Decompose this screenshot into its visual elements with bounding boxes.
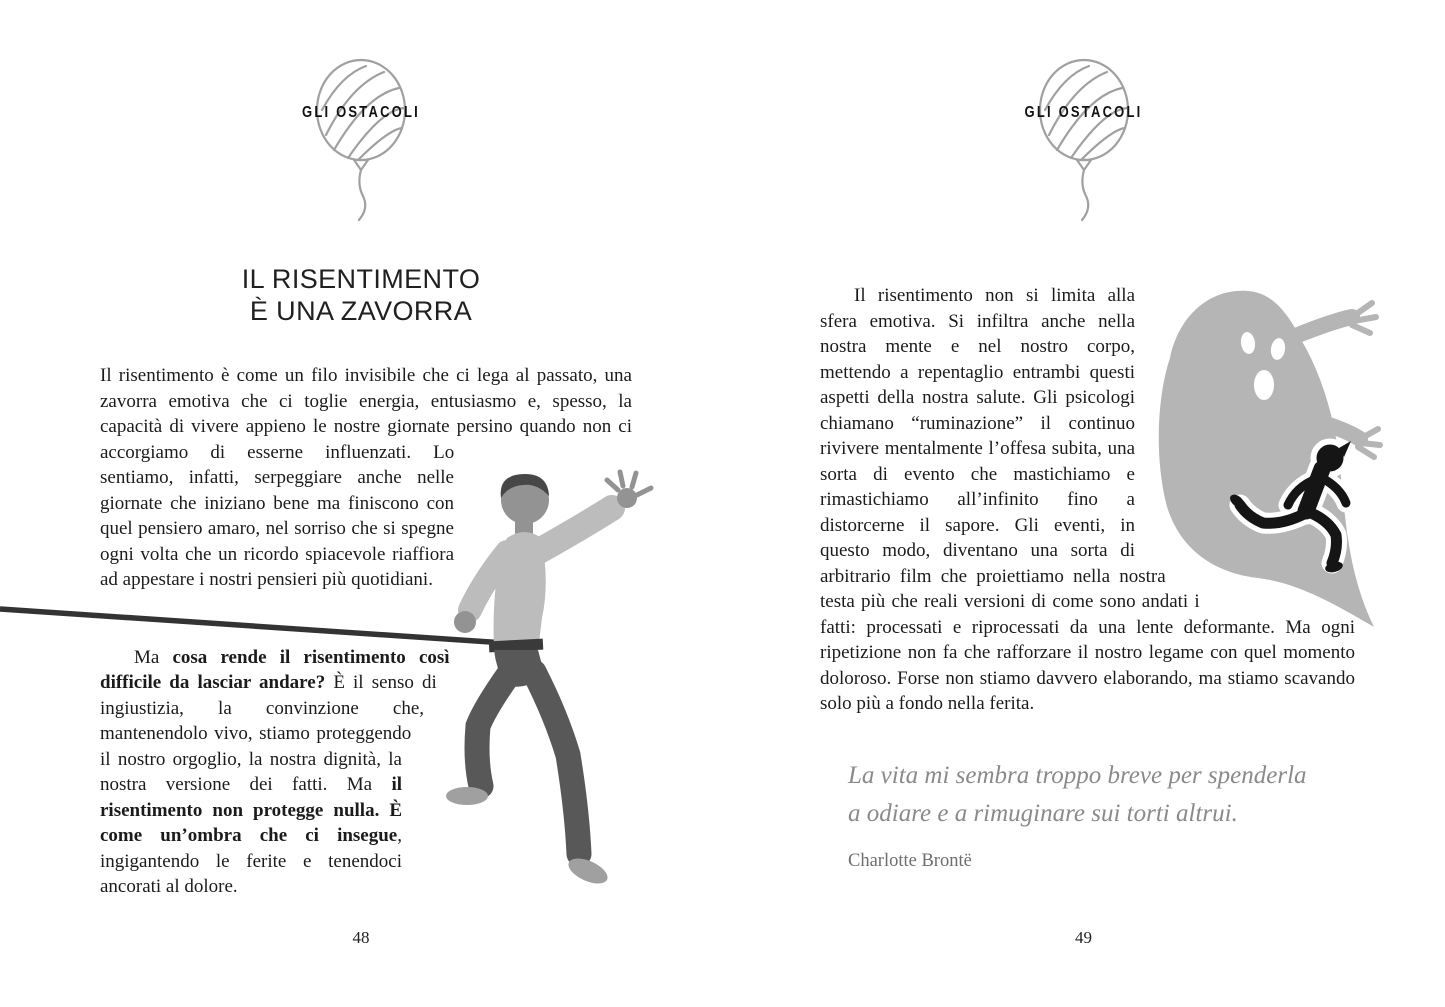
right-page <box>722 0 1445 1007</box>
page-title-line2: È UNA ZAVORRA <box>249 296 473 326</box>
quote-block <box>820 757 1355 833</box>
page-number: 49 <box>1075 928 1092 947</box>
quote-line2: a odiare e a rimuginare sui torti altrui. <box>848 799 1238 827</box>
shadow-monster-figure-area <box>1135 283 1355 613</box>
right-body-text <box>820 283 1355 874</box>
quote-line1: La vita mi sembra troppo breve per spenderla <box>848 761 1307 789</box>
restrained-man-figure-area <box>402 363 632 905</box>
page-title <box>0 263 722 327</box>
chapter-header <box>1019 50 1149 222</box>
left-body-text <box>100 363 632 905</box>
page-title-line1: IL RISENTIMENTO <box>241 264 481 294</box>
paragraph-2-bold: il risentimento non protegge nulla. È come un’ombra che ci insegue <box>100 774 402 846</box>
paragraph-1: Il risentimento non si limita alla sfera emotiva. Si infiltra anche nella nostra mente e nel nostro corpo, mettendo a repentaglio entrambi questi aspetti della nostra salute. Gli psicologi chiamano “ruminazione” il continuo rivivere mentalmente l’offesa subita, una sorta di evento che mastichiamo e rimastichiamo all’infinito fino a distorcerne il sapore. Gli eventi, in questo modo, diventano una sorta di arbitrario film che proiettiamo nella nostra testa più che reali versioni di come sono andati i fatti: processati e riprocessati da una lente deformante. Ma ogni ripetizione non fa che rafforzare il nostro legame con quel momento doloroso. Forse non stiamo davvero elaborando, ma stiamo scavando solo più a fondo nella ferita. <box>820 285 1355 714</box>
quote-attribution: Charlotte Brontë <box>848 850 972 871</box>
balloon-sketch-icon <box>1019 50 1149 222</box>
left-page <box>0 0 722 1007</box>
page-number: 48 <box>352 928 370 947</box>
balloon-sketch-icon <box>296 50 426 222</box>
paragraph-1: Il risentimento è come un filo invisibile che ci lega al passato, una zavorra emotiva che ci toglie energia, entusiasmo e, spesso, la capacità di vivere appieno le nostre giornate persino quando non ci accorgiamo di esserne influenzati. Lo sentiamo, infatti, serpeggiare anche nelle giornate che iniziano bene ma finiscono con quel pensiero amaro, nel sorriso che si spegne ogni volta che un ricordo spiacevole riaffiora ad appestare i nostri pensieri più quotidiani. <box>100 365 632 590</box>
paragraph-2-regular: Ma <box>134 646 173 668</box>
paragraph-2-regular: È il senso di ingiustizia, la convinzione che, mantenendolo vivo, stiamo proteggendo il nostro orgoglio, la nostra dignità, la nostra versione dei fatti. Ma <box>100 672 437 795</box>
shadow-monster-illustration <box>1108 273 1380 635</box>
chapter-header <box>296 50 426 222</box>
restrained-man-illustration <box>437 450 687 920</box>
chapter-header-label: GLI OSTACOLI <box>302 102 420 121</box>
paragraph-2-regular: , ingigantendo le ferite e tenendoci ancorati al dolore. <box>100 825 402 897</box>
chapter-header-label: GLI OSTACOLI <box>1024 102 1143 121</box>
paragraph-2-bold: cosa rende il risentimento così difficile da lasciar andare? <box>100 646 450 693</box>
